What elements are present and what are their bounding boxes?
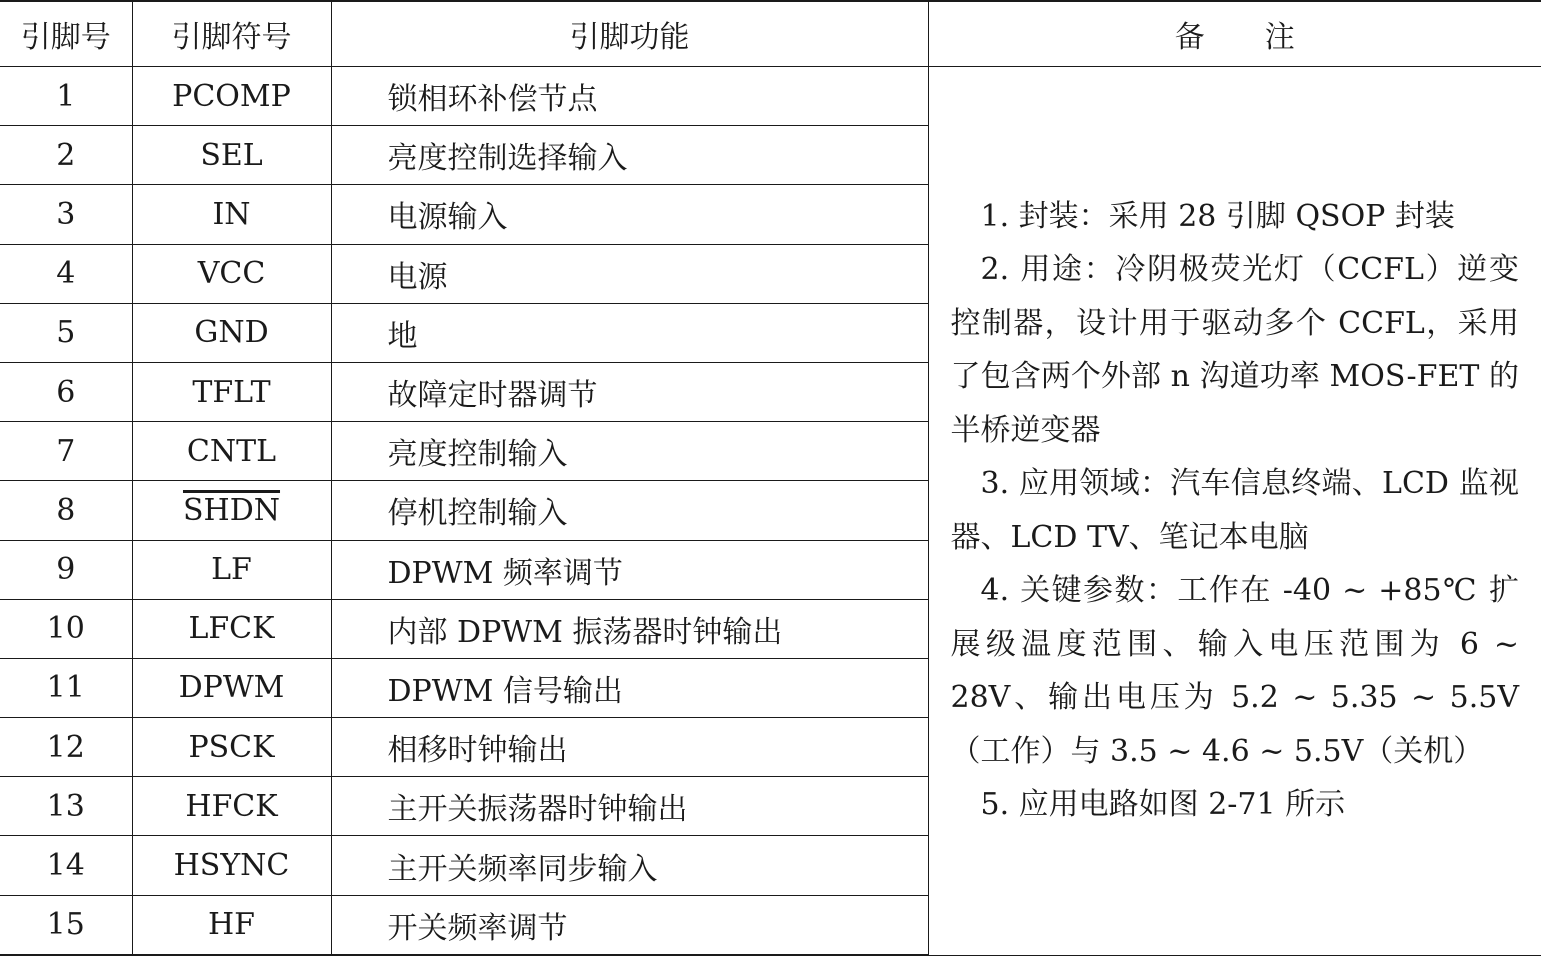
pin-symbol-text: LF xyxy=(211,552,252,588)
pin-symbol-text: HSYNC xyxy=(173,848,290,884)
pin-function-cell: 锁相环补偿节点 xyxy=(331,67,928,126)
pin-symbol-text: VCC xyxy=(197,256,266,292)
pin-function-cell: 电源输入 xyxy=(331,185,928,244)
pin-function-cell: 开关频率调节 xyxy=(331,895,928,955)
header-notes-right: 注 xyxy=(1264,20,1295,55)
pin-symbol-cell xyxy=(132,540,331,599)
note-paragraph: 1. 封装：采用 28 引脚 QSOP 封装 xyxy=(980,198,1455,234)
pin-number-cell: 3 xyxy=(0,185,132,244)
pin-number-cell: 5 xyxy=(0,303,132,362)
pin-symbol-cell xyxy=(132,126,331,185)
notes-cell xyxy=(928,67,1541,956)
pin-symbol-text: SHDN xyxy=(182,492,281,528)
pin-symbol-cell xyxy=(132,67,331,126)
pin-symbol-cell xyxy=(132,244,331,303)
pin-symbol-cell xyxy=(132,481,331,540)
header-pin-function: 引脚功能 xyxy=(331,1,928,67)
pin-number-cell: 2 xyxy=(0,126,132,185)
pin-symbol-text: HFCK xyxy=(185,788,278,824)
pin-number-cell: 15 xyxy=(0,895,132,955)
pin-symbol-cell xyxy=(132,658,331,717)
pin-symbol-cell xyxy=(132,303,331,362)
pin-symbol-text: GND xyxy=(194,315,269,351)
pin-number-cell: 8 xyxy=(0,481,132,540)
pin-function-cell: 主开关频率同步输入 xyxy=(331,836,928,895)
header-row xyxy=(0,1,1541,67)
pin-number-cell: 6 xyxy=(0,362,132,421)
pin-symbol-cell xyxy=(132,185,331,244)
pin-symbol-text: TFLT xyxy=(192,374,271,410)
pin-number-cell: 4 xyxy=(0,244,132,303)
pin-function-cell: 停机控制输入 xyxy=(331,481,928,540)
pin-symbol-cell xyxy=(132,599,331,658)
header-notes xyxy=(928,1,1541,67)
pin-function-cell: 地 xyxy=(331,303,928,362)
pin-symbol-text: PSCK xyxy=(188,729,275,765)
pin-function-cell: 亮度控制输入 xyxy=(331,422,928,481)
pin-function-cell: DPWM 频率调节 xyxy=(331,540,928,599)
pin-function-cell: 内部 DPWM 振荡器时钟输出 xyxy=(331,599,928,658)
pin-symbol-cell xyxy=(132,718,331,777)
pin-symbol-text: CNTL xyxy=(186,433,277,469)
note-paragraph: 3. 应用领域：汽车信息终端、LCD 监视器、LCD TV、笔记本电脑 xyxy=(950,466,1519,555)
pin-symbol-text: DPWM xyxy=(178,670,285,706)
header-pin-symbol: 引脚符号 xyxy=(132,1,331,67)
pin-number-cell: 14 xyxy=(0,836,132,895)
pin-function-cell: 亮度控制选择输入 xyxy=(331,126,928,185)
pin-function-cell: 相移时钟输出 xyxy=(331,718,928,777)
pin-number-cell: 11 xyxy=(0,658,132,717)
pin-symbol-cell xyxy=(132,422,331,481)
pin-number-cell: 9 xyxy=(0,540,132,599)
note-paragraph: 2. 用途：冷阴极荧光灯（CCFL）逆变控制器，设计用于驱动多个 CCFL，采用了包含两个外部 n 沟道功率 MOS-FET 的半桥逆变器 xyxy=(950,252,1519,448)
header-notes-left: 备 xyxy=(1174,20,1205,55)
pin-symbol-cell xyxy=(132,777,331,836)
pin-function-cell: 主开关振荡器时钟输出 xyxy=(331,777,928,836)
pin-function-cell: 电源 xyxy=(331,244,928,303)
pin-symbol-text: LFCK xyxy=(188,611,275,647)
pin-symbol-text: IN xyxy=(212,196,251,232)
pin-number-cell: 12 xyxy=(0,718,132,777)
table-row xyxy=(0,67,1541,126)
pin-symbol-text: PCOMP xyxy=(172,78,291,114)
pin-symbol-cell xyxy=(132,836,331,895)
pin-number-cell: 7 xyxy=(0,422,132,481)
note-paragraph: 4. 关键参数：工作在 -40 ~ +85℃ 扩展级温度范围、输入电压范围为 6 ~ 28V、输出电压为 5.2 ~ 5.35 ~ 5.5V（工作）与 3.5 ~ 4.6 ~ 5.5V（关机） xyxy=(950,573,1519,769)
pin-function-cell: DPWM 信号输出 xyxy=(331,658,928,717)
header-pin-number: 引脚号 xyxy=(0,1,132,67)
note-paragraph: 5. 应用电路如图 2-71 所示 xyxy=(980,787,1346,823)
pin-function-cell: 故障定时器调节 xyxy=(331,362,928,421)
pin-number-cell: 10 xyxy=(0,599,132,658)
pin-number-cell: 1 xyxy=(0,67,132,126)
pin-symbol-cell xyxy=(132,895,331,955)
pin-symbol-text: HF xyxy=(208,907,255,943)
pin-number-cell: 13 xyxy=(0,777,132,836)
pin-symbol-text: SEL xyxy=(200,137,263,173)
pin-symbol-cell xyxy=(132,362,331,421)
